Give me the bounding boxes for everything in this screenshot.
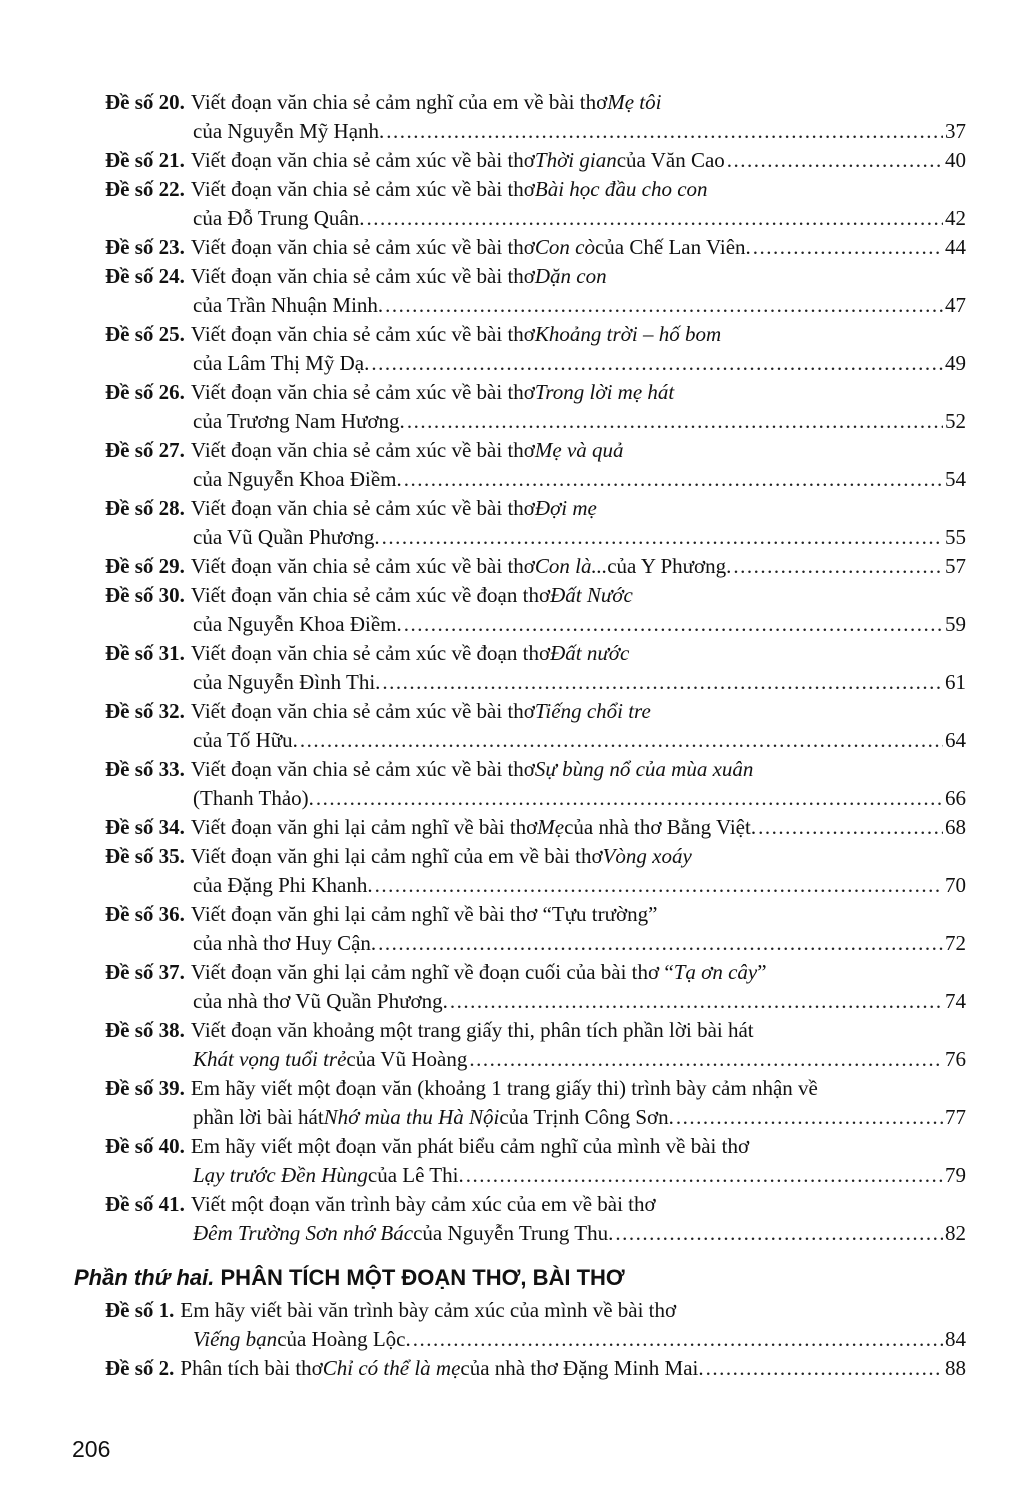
toc-entry-line: [0, 233, 1018, 262]
entry-page-number: 66: [945, 786, 966, 810]
toc-entry-line: [0, 1190, 1018, 1219]
work-title: Dặn con: [534, 264, 607, 288]
entry-page-number: 57: [945, 554, 966, 578]
work-title: Con là...: [534, 554, 608, 578]
entry-text: Viết đoạn văn chia sẻ cảm xúc về bài thơ: [190, 148, 535, 172]
entry-label: Đề số 38.: [105, 1018, 185, 1042]
entry-text: Viết đoạn văn chia sẻ cảm xúc về bài thơ: [190, 699, 535, 723]
work-title: Tạ ơn cây: [673, 960, 758, 984]
entry-text: của Hoàng Lộc.: [277, 1327, 411, 1351]
toc-entry[interactable]: [0, 378, 1018, 436]
dot-leader: [386, 117, 943, 146]
toc-entry[interactable]: [0, 320, 1018, 378]
toc-entry-line: [0, 871, 1018, 900]
entry-label: Đề số 29.: [105, 554, 185, 578]
entry-label: Đề số 1.: [105, 1298, 175, 1322]
entry-text: của Vũ Hoàng: [346, 1047, 468, 1071]
toc-entry-line: [0, 175, 1018, 204]
toc-entry-line: [0, 378, 1018, 407]
entry-text: phần lời bài hát: [193, 1105, 324, 1129]
entry-page-number: 42: [945, 206, 966, 230]
toc-entry-line: [0, 494, 1018, 523]
entry-label: Đề số 22.: [105, 177, 185, 201]
entry-text: Em hãy viết một đoạn văn phát biểu cảm nghĩ của mình về bài thơ: [190, 1134, 750, 1158]
toc-entry[interactable]: [0, 88, 1018, 146]
toc-entry[interactable]: [0, 1074, 1018, 1132]
entry-text: của Nguyễn Mỹ Hạnh.: [193, 119, 385, 143]
toc-entry[interactable]: [0, 1016, 1018, 1074]
toc-entry[interactable]: [0, 494, 1018, 552]
entry-page-number: 72: [945, 931, 966, 955]
entry-page-number: 76: [945, 1047, 966, 1071]
entry-label: Đề số 20.: [105, 90, 185, 114]
entry-text: Viết đoạn văn chia sẻ cảm xúc về bài thơ: [190, 757, 535, 781]
toc-entry-line: [0, 958, 1018, 987]
entry-label: Đề số 30.: [105, 583, 185, 607]
entry-label: Đề số 32.: [105, 699, 185, 723]
toc-entry[interactable]: [0, 175, 1018, 233]
dot-leader: [727, 146, 943, 175]
entry-page-number: 61: [945, 670, 966, 694]
entry-text: của Đỗ Trung Quân.: [193, 206, 365, 230]
entry-page-number: 88: [945, 1356, 966, 1380]
entry-text: của Lâm Thị Mỹ Dạ.: [193, 351, 370, 375]
dot-leader: [382, 668, 943, 697]
work-title: Đêm Trường Sơn nhớ Bác: [193, 1221, 414, 1245]
work-title: Tiếng chổi tre: [534, 699, 651, 723]
toc-entry[interactable]: [0, 900, 1018, 958]
entry-text: ”: [757, 960, 767, 984]
dot-leader: [706, 1354, 943, 1383]
entry-text: Phân tích bài thơ: [180, 1356, 323, 1380]
toc-entry-line: [0, 1354, 1018, 1383]
toc-entry[interactable]: [0, 755, 1018, 813]
dot-leader: [407, 407, 943, 436]
entry-label: Đề số 31.: [105, 641, 185, 665]
toc-entry-line: [0, 349, 1018, 378]
toc-entry-line: [0, 1161, 1018, 1190]
entry-label: Đề số 35.: [105, 844, 185, 868]
toc-entry[interactable]: [0, 1190, 1018, 1248]
dot-leader: [382, 523, 943, 552]
dot-leader: [316, 784, 943, 813]
toc-entry-line: [0, 1074, 1018, 1103]
work-title: Đất Nước: [550, 583, 633, 607]
toc-entry-line: [0, 523, 1018, 552]
toc-entry-line: [0, 1045, 1018, 1074]
entry-text: Viết đoạn văn chia sẻ cảm xúc về đoạn thơ: [190, 583, 551, 607]
entry-text: của Vũ Quần Phương.: [193, 525, 380, 549]
entry-text: Viết đoạn văn chia sẻ cảm xúc về bài thơ: [190, 438, 535, 462]
work-title: Viếng bạn: [193, 1327, 278, 1351]
entry-page-number: 47: [945, 293, 966, 317]
entry-text: Em hãy viết bài văn trình bày cảm xúc của mình về bài thơ: [180, 1298, 677, 1322]
entry-text: Viết đoạn văn chia sẻ cảm xúc về bài thơ: [190, 264, 535, 288]
toc-entry-line: [0, 1103, 1018, 1132]
toc-entry-line: [0, 726, 1018, 755]
dot-leader: [733, 552, 943, 581]
work-title: Khoảng trời – hố bom: [534, 322, 722, 346]
work-title: Vòng xoáy: [602, 844, 692, 868]
toc-entry-line: [0, 291, 1018, 320]
toc-entry-line: [0, 117, 1018, 146]
entry-text: (Thanh Thảo).: [193, 786, 314, 810]
entry-label: Đề số 23.: [105, 235, 185, 259]
entry-text: của Trương Nam Hương.: [193, 409, 405, 433]
work-title: Bài học đầu cho con: [534, 177, 708, 201]
dot-leader: [676, 1103, 943, 1132]
toc-entry[interactable]: [0, 1354, 1018, 1383]
entry-text: của Văn Cao: [616, 148, 725, 172]
entry-label: Đề số 41.: [105, 1192, 185, 1216]
toc-entry[interactable]: [0, 552, 1018, 581]
entry-label: Đề số 33.: [105, 757, 185, 781]
entry-text: Viết đoạn văn chia sẻ cảm nghĩ của em về bài thơ: [190, 90, 608, 114]
toc-entry[interactable]: [0, 581, 1018, 639]
toc-entry-line: [0, 668, 1018, 697]
entry-label: Đề số 34.: [105, 815, 185, 839]
entry-label: Đề số 36.: [105, 902, 185, 926]
entry-page-number: 70: [945, 873, 966, 897]
entry-page-number: 64: [945, 728, 966, 752]
toc-entry-line: [0, 407, 1018, 436]
dot-leader: [404, 610, 943, 639]
entry-text: Viết đoạn văn chia sẻ cảm xúc về bài thơ: [190, 496, 535, 520]
work-title: Lạy trước Đền Hùng: [193, 1163, 368, 1187]
page-number: 206: [72, 1436, 111, 1462]
toc-entry-line: [0, 204, 1018, 233]
dot-leader: [469, 1045, 943, 1074]
entry-text: Viết đoạn văn ghi lại cảm nghĩ của em về bài thơ: [190, 844, 603, 868]
entry-text: Viết đoạn văn chia sẻ cảm xúc về bài thơ: [190, 554, 535, 578]
entry-label: Đề số 2.: [105, 1356, 175, 1380]
toc-entry-line: [0, 320, 1018, 349]
entry-text: Viết đoạn văn chia sẻ cảm xúc về bài thơ: [190, 235, 535, 259]
entry-text: của nhà thơ Đặng Minh Mai.: [460, 1356, 704, 1380]
entry-label: Đề số 21.: [105, 148, 185, 172]
dot-leader: [300, 726, 943, 755]
dot-leader: [367, 204, 944, 233]
entry-text: Em hãy viết một đoạn văn (khoảng 1 trang giấy thi) trình bày cảm nhận về: [190, 1076, 818, 1100]
toc-entry-line: [0, 146, 1018, 175]
dot-leader: [615, 1219, 943, 1248]
entry-page-number: 40: [945, 148, 966, 172]
entry-text: của Nguyễn Đình Thi.: [193, 670, 381, 694]
work-title: Trong lời mẹ hát: [534, 380, 675, 404]
toc-entry[interactable]: [0, 233, 1018, 262]
toc-entry[interactable]: [0, 146, 1018, 175]
entry-text: của Trần Nhuận Minh.: [193, 293, 384, 317]
entry-text: của Trịnh Công Sơn.: [499, 1105, 674, 1129]
work-title: Mẹ: [537, 815, 565, 839]
section-prefix: Phần thứ hai.: [74, 1265, 215, 1290]
toc-entry-line: [0, 552, 1018, 581]
entry-text: Viết đoạn văn ghi lại cảm nghĩ về bài thơ: [190, 815, 538, 839]
work-title: Nhớ mùa thu Hà Nội: [323, 1105, 500, 1129]
entry-page-number: 74: [945, 989, 966, 1013]
entry-text: của Nguyễn Khoa Điềm.: [193, 467, 402, 491]
dot-leader: [413, 1325, 943, 1354]
entry-page-number: 44: [945, 235, 966, 259]
entry-text: Viết đoạn văn chia sẻ cảm xúc về bài thơ: [190, 322, 535, 346]
toc-entry[interactable]: [0, 262, 1018, 320]
work-title: Mẹ và quả: [534, 438, 624, 462]
entry-text: của nhà thơ Bằng Việt.: [564, 815, 757, 839]
toc-entry-line: [0, 900, 1018, 929]
toc-entry-line: [0, 1219, 1018, 1248]
entry-text: của Lê Thi.: [367, 1163, 464, 1187]
toc-entry-line: [0, 697, 1018, 726]
entry-text: Viết một đoạn văn trình bày cảm xúc của em về bài thơ: [190, 1192, 656, 1216]
entry-text: của nhà thơ Huy Cận.: [193, 931, 377, 955]
toc-entry[interactable]: [0, 639, 1018, 697]
work-title: Đợi mẹ: [534, 496, 597, 520]
toc-entry[interactable]: [0, 813, 1018, 842]
entry-label: Đề số 26.: [105, 380, 185, 404]
toc-entry[interactable]: [0, 842, 1018, 900]
entry-text: Viết đoạn văn chia sẻ cảm xúc về đoạn thơ: [190, 641, 551, 665]
entry-text: của Tố Hữu.: [193, 728, 298, 752]
entry-text: Viết đoạn văn khoảng một trang giấy thi, phân tích phần lời bài hát: [190, 1018, 754, 1042]
entry-page-number: 52: [945, 409, 966, 433]
work-title: Sự bùng nổ của mùa xuân: [534, 757, 754, 781]
toc-entry-line: [0, 436, 1018, 465]
entry-text: của Y Phương.: [607, 554, 732, 578]
toc-entry-line: [0, 842, 1018, 871]
toc-entry-line: [0, 929, 1018, 958]
dot-leader: [404, 465, 943, 494]
entry-text: của Đặng Phi Khanh.: [193, 873, 373, 897]
toc-entry-line: [0, 465, 1018, 494]
entry-text: Viết đoạn văn ghi lại cảm nghĩ về bài thơ “Tựu trường”: [190, 902, 658, 926]
work-title: Đất nước: [550, 641, 630, 665]
toc-entry[interactable]: [0, 1296, 1018, 1354]
entry-label: Đề số 27.: [105, 438, 185, 462]
entry-text: Viết đoạn văn chia sẻ cảm xúc về bài thơ: [190, 177, 535, 201]
toc-entry[interactable]: [0, 958, 1018, 1016]
entry-label: Đề số 28.: [105, 496, 185, 520]
dot-leader: [450, 987, 943, 1016]
toc-entry-line: [0, 813, 1018, 842]
entry-label: Đề số 39.: [105, 1076, 185, 1100]
entry-page-number: 55: [945, 525, 966, 549]
entry-page-number: 82: [945, 1221, 966, 1245]
entry-label: Đề số 40.: [105, 1134, 185, 1158]
work-title: Con cò: [534, 235, 595, 259]
entry-page-number: 84: [945, 1327, 966, 1351]
entry-page-number: 59: [945, 612, 966, 636]
dot-leader: [753, 233, 943, 262]
work-title: Thời gian: [534, 148, 617, 172]
toc-entry[interactable]: [0, 697, 1018, 755]
toc-entry-line: [0, 1325, 1018, 1354]
entry-page-number: 37: [945, 119, 966, 143]
work-title: Chỉ có thể là mẹ: [322, 1356, 461, 1380]
entry-text: của nhà thơ Vũ Quần Phương.: [193, 989, 448, 1013]
entry-label: Đề số 24.: [105, 264, 185, 288]
entry-text: Viết đoạn văn chia sẻ cảm xúc về bài thơ: [190, 380, 535, 404]
dot-leader: [385, 291, 943, 320]
toc-entry-line: [0, 262, 1018, 291]
table-of-contents: [0, 88, 1018, 1383]
toc-entry-line: [0, 1132, 1018, 1161]
entry-text: của Nguyễn Trung Thu.: [413, 1221, 614, 1245]
section-title: PHÂN TÍCH MỘT ĐOẠN THƠ, BÀI THƠ: [214, 1265, 625, 1290]
toc-entry-line: [0, 755, 1018, 784]
dot-leader: [375, 871, 943, 900]
entry-page-number: 68: [945, 815, 966, 839]
toc-list-part-two: [0, 1296, 1018, 1383]
entry-page-number: 49: [945, 351, 966, 375]
section-heading: [74, 1262, 1018, 1294]
entry-page-number: 77: [945, 1105, 966, 1129]
entry-label: Đề số 37.: [105, 960, 185, 984]
entry-label: Đề số 25.: [105, 322, 185, 346]
dot-leader: [466, 1161, 943, 1190]
entry-text: Viết đoạn văn ghi lại cảm nghĩ về đoạn cuối của bài thơ “: [190, 960, 674, 984]
toc-entry-line: [0, 639, 1018, 668]
entry-page-number: 54: [945, 467, 966, 491]
entry-page-number: 79: [945, 1163, 966, 1187]
toc-entry[interactable]: [0, 436, 1018, 494]
toc-entry-line: [0, 581, 1018, 610]
dot-leader: [378, 929, 943, 958]
toc-list-part-one: [0, 88, 1018, 1248]
toc-entry-line: [0, 610, 1018, 639]
toc-entry-line: [0, 784, 1018, 813]
toc-entry-line: [0, 987, 1018, 1016]
toc-entry-line: [0, 88, 1018, 117]
entry-text: của Chế Lan Viên.: [594, 235, 751, 259]
toc-entry-line: [0, 1296, 1018, 1325]
dot-leader: [758, 813, 943, 842]
work-title: Mẹ tôi: [607, 90, 662, 114]
toc-entry-line: [0, 1016, 1018, 1045]
entry-text: của Nguyễn Khoa Điềm.: [193, 612, 402, 636]
dot-leader: [371, 349, 943, 378]
work-title: Khát vọng tuổi trẻ: [193, 1047, 347, 1071]
toc-entry[interactable]: [0, 1132, 1018, 1190]
